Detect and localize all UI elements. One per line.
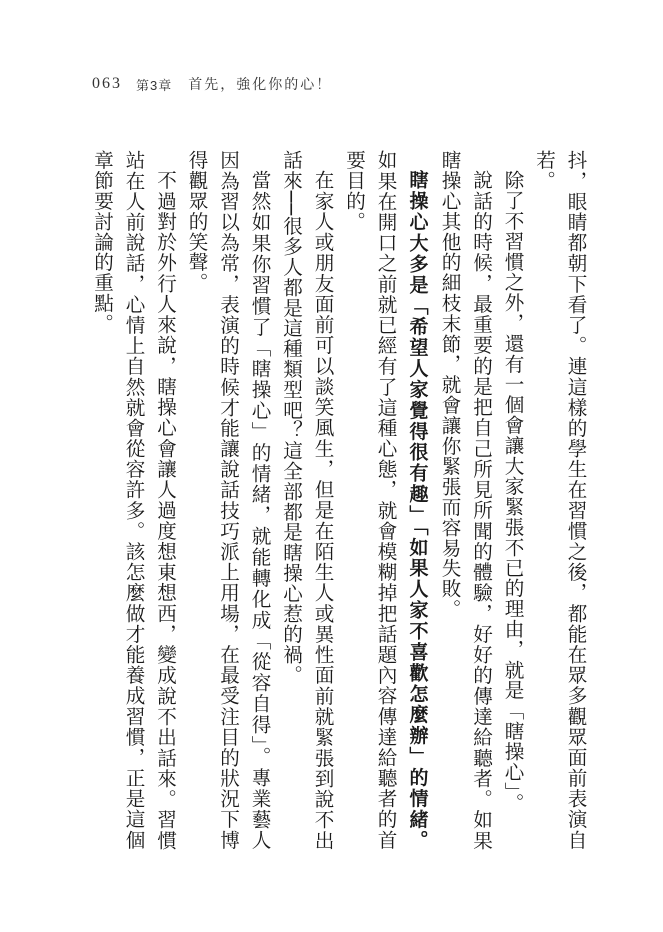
paragraph-text: 不過對於外行人來說，瞎操心會讓人過度想東想西，變成說不出話來。習慣站在人前說話，心情上自然就會從容許多。該怎麼做才能養成習慣，正是這個章節要討論的重點。 — [90, 150, 177, 850]
paragraph — [181, 150, 276, 850]
paragraph — [528, 150, 591, 850]
paragraph — [497, 150, 529, 850]
paragraph-text: 在家人或朋友面前可以談笑風生，但是在陌生人或異性面前就緊張到說不出話來──很多人都是這種類型吧？這全部都是瞎操心惹的禍。 — [279, 150, 334, 850]
emphasis-text: 瞎操心大多是「希望人家覺得很有趣」「如果人家不喜歡怎麼辦」的情緒。 — [406, 169, 429, 850]
paragraph — [275, 150, 338, 850]
page-number: 063 — [92, 75, 122, 92]
paragraph-text: 除了不習慣之外，還有一個會讓大家緊張不已的理由，就是「瞎操心」。 — [501, 169, 524, 813]
paragraph-text: 當然如果你習慣了「瞎操心」的情緒，就能轉化成「從容自得」。專業藝人因為習以為常，表演的時候才能讓說話技巧派上用場，在最受注目的狀況下博得觀眾的笑聲。 — [185, 150, 271, 850]
chapter-title: 首先，強化你的心！ — [188, 76, 333, 92]
body-text — [91, 150, 591, 850]
paragraph-text: 抖，眼睛都朝下看了。連這樣的學生在習慣之後，都能在眾多觀眾面前表演自若。 — [532, 150, 587, 850]
chapter-label: 第3章 — [136, 77, 173, 93]
paragraph — [86, 150, 181, 850]
running-header — [92, 72, 332, 96]
paragraph — [434, 150, 497, 850]
paragraph-text: 說話的時候，最重要的是把自己所見所聞的體驗，好好的傳達給聽者。如果瞎操心其他的細枝末節，就會讓你緊張而容易失敗。 — [438, 150, 493, 850]
paragraph-text: 如果在開口之前就已經有了這種心態，就會模糊掉把話題內容傳達給聽者的首要目的。 — [342, 150, 397, 850]
paragraph — [338, 150, 434, 850]
